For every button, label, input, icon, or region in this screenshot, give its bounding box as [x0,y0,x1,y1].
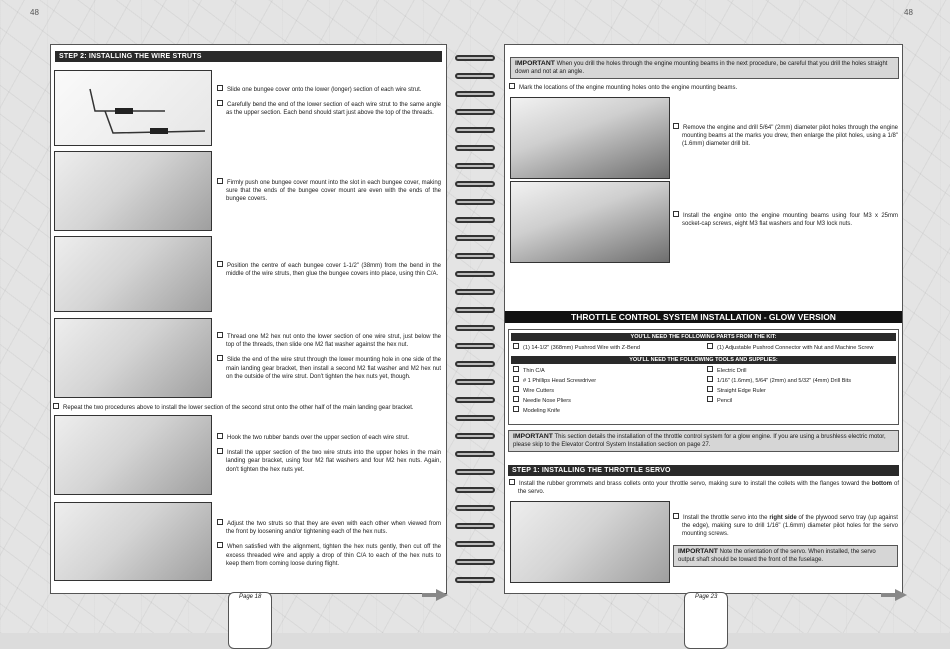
photo-engine-mounted [510,181,670,263]
step-item: Position the centre of each bungee cover 1-1/2" (38mm) from the bend in the middle of the wire struts, then glue the bungee covers into place, using thin C/A. [217,261,441,278]
checkbox[interactable] [707,386,713,392]
tool-item: # 1 Phillips Head Screwdriver [513,376,703,386]
checkbox[interactable] [509,83,515,89]
important-note-1: IMPORTANT When you drill the holes through the engine mounting beams in the next procedure, be careful that you drill the holes straight down and not at an angle. [510,57,899,79]
steps-block-4 [217,332,441,387]
wire-struts-illustration [55,71,211,145]
checkbox[interactable] [673,513,679,519]
checkbox[interactable] [217,178,223,184]
checkbox[interactable] [513,406,519,412]
step-item: Install the throttle servo into the right side of the plywood servo tray (up against the edge), making sure to drill 1/16" (1.6mm) diameter pilot holes for the servo mounting screws. [673,513,898,539]
photo-servo-tray [510,501,670,583]
photo-glue-bungee [54,236,212,312]
page-number-left: Page 18 [228,592,272,649]
checkbox[interactable] [53,403,59,409]
step-item: Repeat the two procedures above to install the lower section of the second strut onto the other half of the main landing gear bracket. [53,403,443,412]
important-note-3: IMPORTANT Note the orientation of the servo. When installed, the servo output shaft should be toward the front of the fuselage. [673,545,898,567]
tool-item: 1/16" (1.6mm), 5/64" (2mm) and 5/32" (4mm) Drill Bits [707,376,897,386]
throttle-section-banner: THROTTLE CONTROL SYSTEM INSTALLATION - GLOW VERSION [505,311,902,323]
next-arrow-icon [436,589,448,601]
right-page [504,44,903,594]
photo-rubber-bands [54,415,212,495]
checkbox[interactable] [707,366,713,372]
kit-part-1: (1) 14-1/2" (368mm) Pushrod Wire with Z-Bend [513,343,703,353]
photo-drill-holes [510,97,670,179]
step-item: Mark the locations of the engine mounting holes onto the engine mounting beams. [509,83,899,92]
step1-header: STEP 1: INSTALLING THE THROTTLE SERVO [508,465,899,476]
step-item: Slide one bungee cover onto the lower (longer) section of each wire strut. [217,85,441,94]
checkbox[interactable] [217,261,223,267]
step-item: Adjust the two struts so that they are even with each other when viewed from the front by loosening and/or tightening each of the hex nuts. [217,519,441,536]
checkbox[interactable] [513,386,519,392]
page-number-right: Page 23 [684,592,728,649]
step-grommets [509,479,899,502]
step-install-engine [673,211,898,234]
step-item: Remove the engine and drill 5/64" (2mm) diameter pilot holes through the engine mounting beams at the marks you drew, then enlarge the pilot holes, using a 1/8" (1.6mm) diameter drill bit. [673,123,898,149]
tools-list-right [707,366,897,406]
steps-block-7 [217,519,441,574]
steps-block-2 [217,178,441,210]
tools-list-left [513,366,703,416]
step-item: Slide the end of the wire strut through the lower mounting hole in one side of the main landing gear bracket, then install a second M2 flat washer and M2 hex nut on the outside of the wire strut. Don't tighten the hex nuts yet, though. [217,355,441,381]
step-item: Thread one M2 hex nut onto the lower section of one wire strut, just below the top of the threads, then slide one M2 flat washer against the hex nut. [217,332,441,349]
checkbox[interactable] [217,100,223,106]
photo-bungee-mount [54,151,212,231]
tool-item: Modeling Knife [513,406,703,416]
tool-item: Needle Nose Pliers [513,396,703,406]
checkbox[interactable] [707,376,713,382]
photo-strut-bracket [54,318,212,398]
step-item: Install the rubber grommets and brass collets onto your throttle servo, making sure to install the collets with the flanges toward the bottom of the servo. [509,479,899,496]
checkbox[interactable] [673,123,679,129]
checkbox[interactable] [217,355,223,361]
checkbox[interactable] [513,396,519,402]
important-note-2: IMPORTANT This section details the installation of the throttle control system for a glow engine. If you are using a brushless electric motor, please skip to the Elevator Control System Installation section on page 27. [508,430,899,452]
step-item: Hook the two rubber bands over the upper section of each wire strut. [217,433,441,442]
tool-item: Thin C/A [513,366,703,376]
step-item: Carefully bend the end of the lower section of each wire strut to the same angle as the upper section. Each bend should start just above the top of the threads. [217,100,441,117]
checkbox[interactable] [217,448,223,454]
checkbox[interactable] [217,542,223,548]
next-arrow-icon [895,589,907,601]
left-page [50,44,447,594]
step2-header: STEP 2: INSTALLING THE WIRE STRUTS [55,51,442,62]
steps-block-3 [217,261,441,284]
step-drill-pilot [673,123,898,155]
photo-adjust-struts [54,502,212,581]
steps-block-1 [217,85,441,124]
steps-block-5 [53,403,443,418]
step-item: When satisfied with the alignment, tighten the hex nuts gently, then cut off the excess threaded wire and apply a drop of thin C/A to each of the hex nuts to keep them from coming loose during flight. [217,542,441,568]
step-item: Install the upper section of the two wire struts into the upper holes in the main landing gear bracket, using four M2 flat washers and four M2 hex nuts. Again, don't tighten the hex nuts yet. [217,448,441,474]
step-item: Firmly push one bungee cover mount into the slot in each bungee cover, making sure that the ends of the bungee cover mount are even with the ends of the bungee covers. [217,178,441,204]
tool-item: Pencil [707,396,897,406]
checkbox[interactable] [513,376,519,382]
checkbox[interactable] [673,211,679,217]
checkbox[interactable] [707,396,713,402]
checkbox[interactable] [513,366,519,372]
checkbox[interactable] [217,433,223,439]
kit-part-2: (1) Adjustable Pushrod Connector with Nut and Machine Screw [707,343,897,353]
steps-block-6 [217,433,441,480]
checkbox[interactable] [217,519,223,525]
checkbox[interactable] [217,85,223,91]
step-mark-holes [509,83,899,98]
kit-parts-header: YOU'LL NEED THE FOLLOWING PARTS FROM THE KIT: [511,333,896,341]
tool-item: Wire Cutters [513,386,703,396]
tools-header: YOU'LL NEED THE FOLLOWING TOOLS AND SUPPLIES: [511,356,896,364]
page-number-left-edge: 48 [30,8,39,17]
step-item: Install the engine onto the engine mounting beams using four M3 x 25mm socket-cap screws, eight M3 flat washers and four M3 lock nuts. [673,211,898,228]
tool-item: Straight Edge Ruler [707,386,897,396]
photo-wire-struts [54,70,212,146]
checkbox[interactable] [513,343,519,349]
parts-box [508,329,899,425]
page-number-right-edge: 48 [904,8,913,17]
checkbox[interactable] [217,332,223,338]
step-install-servo [673,513,898,545]
checkbox[interactable] [707,343,713,349]
checkbox[interactable] [509,479,515,485]
tool-item: Electric Drill [707,366,897,376]
